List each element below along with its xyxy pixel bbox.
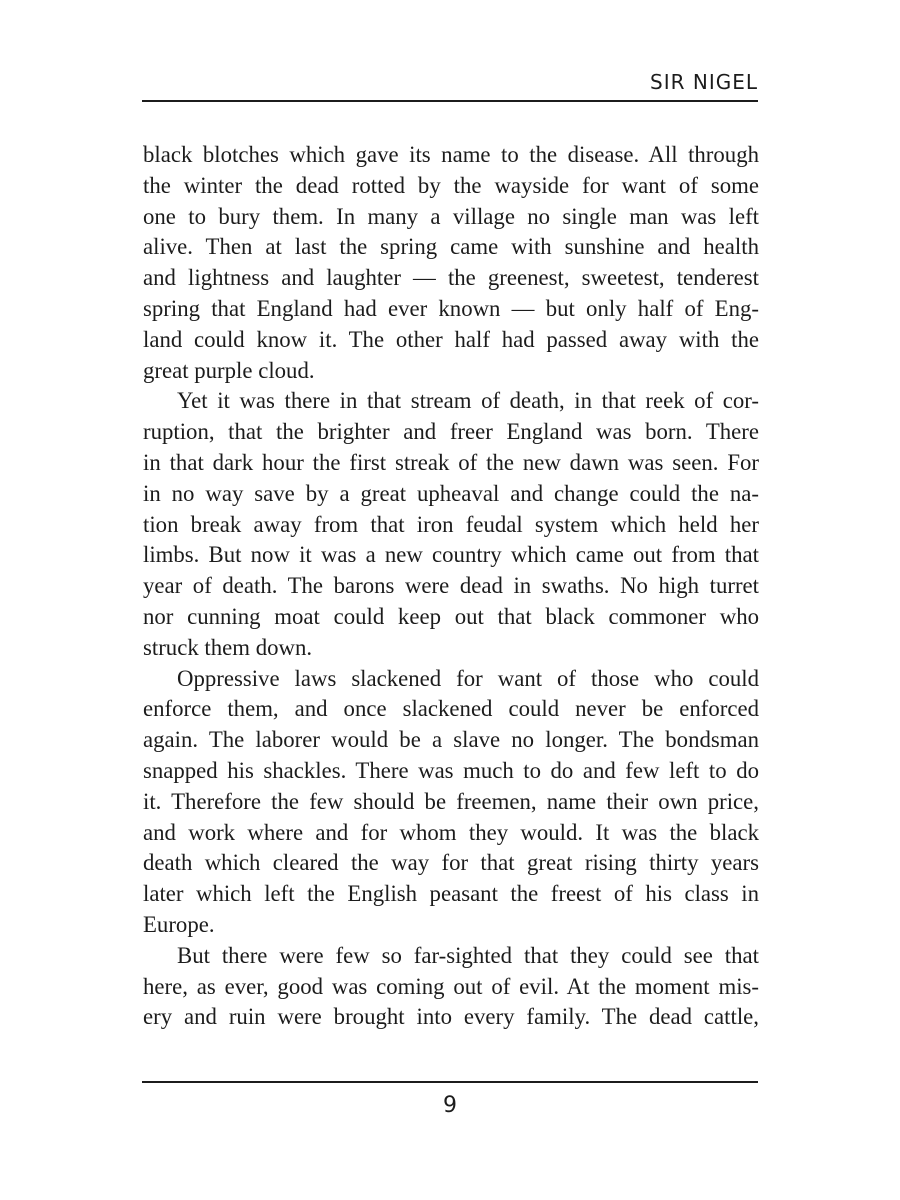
text-line: limbs. But now it was a new country which came out from that — [143, 542, 759, 568]
text-line: in that dark hour the first streak of the new dawn was seen. For — [143, 449, 759, 475]
text-line: snapped his shackles. There was much to do and few left to do — [143, 757, 759, 783]
header-rule — [142, 100, 758, 102]
text-line: and lightness and laughter — the greenest, sweetest, tenderest — [143, 265, 759, 291]
paragraph — [143, 941, 759, 1033]
text-line: in no way save by a great upheaval and change could the na- — [143, 480, 759, 506]
text-line: ery and ruin were brought into every family. The dead cattle, — [143, 1004, 759, 1030]
text-line: But there were few so far-sighted that they could see that — [177, 942, 759, 968]
footer-rule — [142, 1081, 758, 1083]
text-line: it. Therefore the few should be freemen, name their own price, — [143, 788, 759, 814]
text-line: and work where and for whom they would. It was the black — [143, 819, 759, 845]
paragraph — [143, 386, 759, 663]
page-number: 9 — [443, 1093, 457, 1118]
text-line: ruption, that the brighter and freer England was born. There — [143, 419, 759, 445]
text-line: land could know it. The other half had passed away with the — [143, 326, 759, 352]
text-line: year of death. The barons were dead in swaths. No high turret — [143, 573, 759, 599]
text-line: spring that England had ever known — but only half of Eng- — [143, 295, 759, 321]
text-line: Europe. — [143, 911, 215, 937]
paragraph — [143, 664, 759, 941]
text-line: tion break away from that iron feudal system which held her — [143, 511, 759, 537]
running-head-title: SIR NIGEL — [650, 70, 758, 94]
text-line: Yet it was there in that stream of death, in that reek of cor- — [177, 388, 759, 414]
text-line: alive. Then at last the spring came with sunshine and health — [143, 234, 759, 260]
text-line: enforce them, and once slackened could never be enforced — [143, 696, 759, 722]
paragraph — [143, 140, 759, 386]
text-line: the winter the dead rotted by the wayside for want of some — [143, 172, 759, 198]
text-line: here, as ever, good was coming out of evil. At the moment mis- — [143, 973, 759, 999]
text-line: great purple cloud. — [143, 357, 315, 383]
text-line: again. The laborer would be a slave no longer. The bondsman — [143, 727, 759, 753]
text-line: death which cleared the way for that great rising thirty years — [143, 850, 759, 876]
body-text — [143, 140, 759, 1033]
text-line: struck them down. — [143, 634, 313, 660]
text-line: black blotches which gave its name to the disease. All through — [143, 142, 759, 167]
text-line: one to bury them. In many a village no single man was left — [143, 203, 759, 229]
text-line: Oppressive laws slackened for want of those who could — [177, 665, 759, 691]
text-line: later which left the English peasant the freest of his class in — [143, 881, 759, 907]
text-line: nor cunning moat could keep out that black commoner who — [143, 603, 759, 629]
